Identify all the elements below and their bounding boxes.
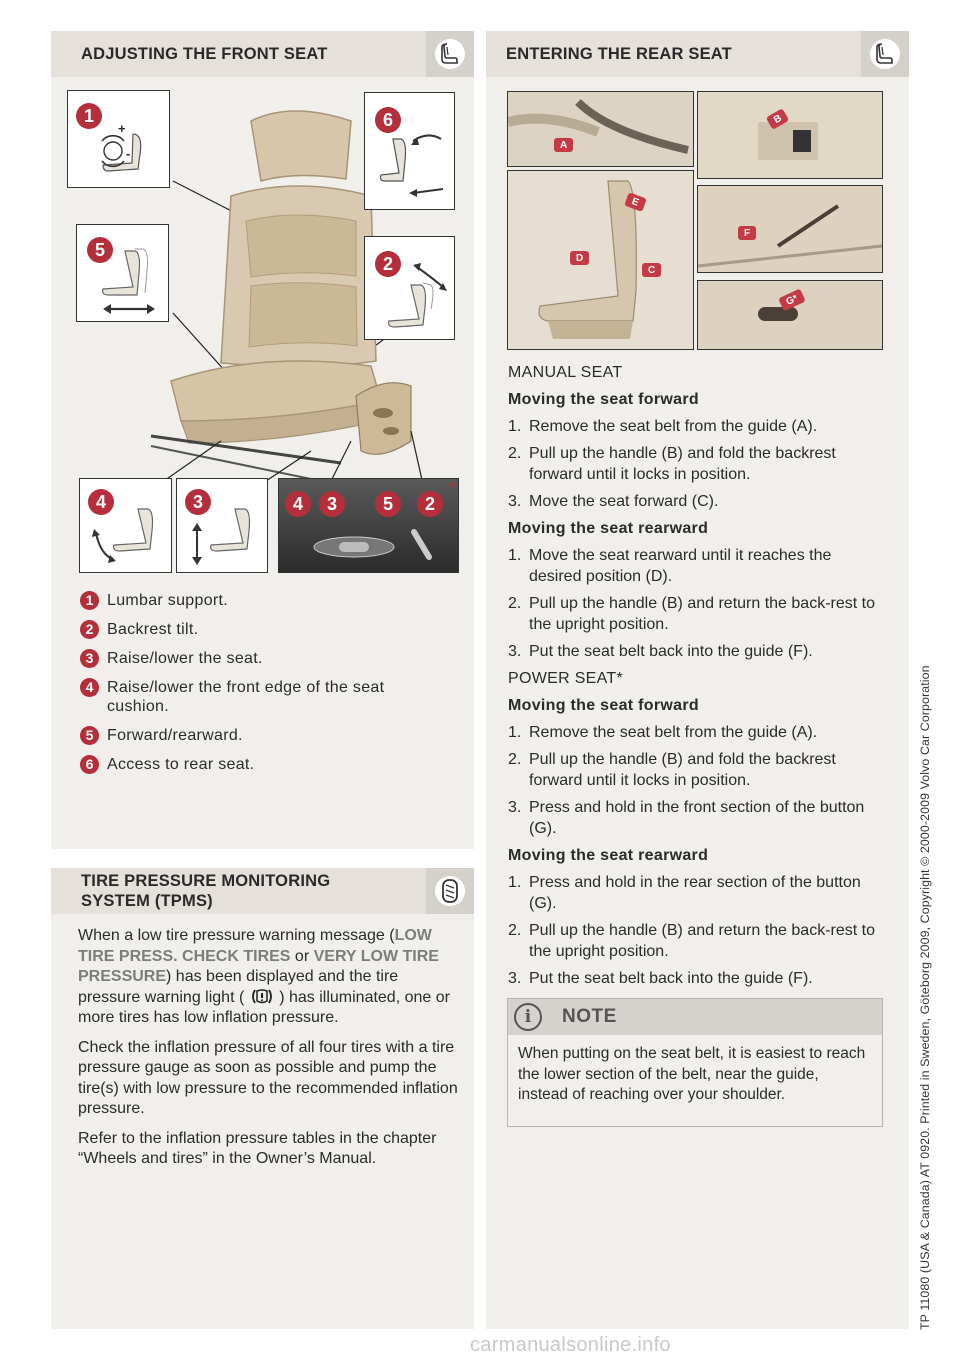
- step-number: 2.: [508, 595, 522, 612]
- rear-seat-header: [486, 31, 909, 77]
- step-text: Move the seat forward (C).: [529, 493, 719, 510]
- tpms-text: ) has been displayed and the tire pressure warning light (: [78, 968, 399, 1006]
- step-number: 3.: [508, 970, 522, 987]
- callout-4: 4: [88, 489, 114, 515]
- step-text: Put the seat belt back into the guide (F).: [529, 970, 813, 987]
- step-number: 1.: [508, 874, 522, 891]
- handle-drawing: [698, 92, 882, 178]
- seat-height-figure: [176, 478, 268, 573]
- step-text: Pull up the handle (B) and fold the backrest forward until it locks in position.: [529, 445, 836, 483]
- legend-num: 3: [80, 649, 99, 668]
- label-g: G*: [778, 289, 805, 312]
- backrest-tilt-figure: [364, 236, 455, 340]
- info-icon: i: [514, 1003, 542, 1031]
- tilt-icon: [371, 257, 451, 337]
- legend-item: [80, 678, 460, 716]
- warning-message-2: VERY LOW TIRE PRESSURE: [78, 947, 439, 985]
- step-number: 1.: [508, 547, 522, 564]
- tpms-body: [78, 926, 458, 1179]
- tpms-text: ) has illuminated, one or more tires has low inflation pressure.: [78, 988, 450, 1026]
- seat-side-drawing: [508, 171, 693, 349]
- warning-message-1: LOW TIRE PRESS. CHECK TIRES: [78, 927, 432, 965]
- photo-handle: [697, 91, 883, 179]
- photo-power-button: [697, 280, 883, 350]
- manual-rearward-heading: Moving the seat rearward: [508, 520, 709, 537]
- combo-callout-5: 5: [375, 491, 401, 517]
- step-number: 1.: [508, 724, 522, 741]
- rear-seat-title: ENTERING THE REAR SEAT: [506, 44, 732, 63]
- tpms-paragraph-3: Refer to the inflation pressure tables in the chapter “Wheels and tires” in the Owner’s Manual.: [78, 1129, 437, 1167]
- callout-5: 5: [87, 237, 113, 263]
- label-a: A: [554, 138, 573, 152]
- tire-icon-box: [426, 868, 474, 914]
- label-b: B: [766, 108, 790, 130]
- manual-forward-heading: Moving the seat forward: [508, 391, 699, 408]
- step-text: Press and hold in the rear section of the button (G).: [529, 874, 861, 912]
- note-label: NOTE: [562, 1006, 617, 1027]
- legend-text: Raise/lower the front edge of the seat cushion.: [107, 679, 385, 715]
- photo-seat-side: [507, 170, 694, 350]
- step: [508, 722, 886, 743]
- step-number: 3.: [508, 643, 522, 660]
- step: [508, 872, 886, 914]
- step-number: 2.: [508, 445, 522, 462]
- legend-text: Access to rear seat.: [107, 756, 255, 773]
- tpms-paragraph-2: Check the inflation pressure of all four tires with a tire pressure gauge as soon as possible and pump the tire(s) with low pressure to the recommended inflation pressure.: [78, 1038, 458, 1117]
- manual-forward-steps: [508, 416, 886, 512]
- power-switch-icon: [309, 527, 449, 567]
- seat-icon: [435, 39, 465, 69]
- step-text: Pull up the handle (B) and fold the backrest forward until it locks in position.: [529, 751, 836, 789]
- power-rearward-steps: [508, 872, 886, 989]
- cushion-tilt-icon: [86, 503, 171, 571]
- manual-seat-heading: MANUAL SEAT: [508, 364, 623, 381]
- step: [508, 797, 886, 839]
- label-e: E: [624, 192, 646, 212]
- legend-num: 1: [80, 591, 99, 610]
- legend-num: 4: [80, 678, 99, 697]
- step: [508, 641, 886, 662]
- note-text: When putting on the seat belt, it is easiest to reach the lower section of the belt, near the guide, instead of reaching over your shoulder.: [518, 1045, 866, 1103]
- legend-text: Forward/rearward.: [107, 727, 243, 744]
- front-seat-header: [51, 31, 474, 77]
- step: [508, 491, 886, 512]
- tpms-paragraph-1: [78, 926, 458, 1029]
- step-text: Remove the seat belt from the guide (A).: [529, 724, 818, 741]
- step-number: 2.: [508, 751, 522, 768]
- legend-item: [80, 620, 460, 639]
- photo-belt-back: [697, 185, 883, 273]
- copyright-side-text: TP 11080 (USA & Canada) AT 0920. Printed in Sweden, Göteborg 2009, Copyright © 2000-2009 Volvo Car Corporation: [918, 665, 932, 1330]
- legend-item: [80, 726, 460, 745]
- front-seat-title: ADJUSTING THE FRONT SEAT: [81, 44, 328, 63]
- seat-icon-box: [426, 31, 474, 77]
- photo-belt-guide: [507, 91, 694, 167]
- step: [508, 920, 886, 962]
- seat-icon: [870, 39, 900, 69]
- tpms-header: [51, 868, 474, 914]
- callout-3: 3: [185, 489, 211, 515]
- legend-text: Raise/lower the seat.: [107, 650, 263, 667]
- tpms-text: When a low tire pressure warning message (: [78, 927, 395, 944]
- cushion-tilt-figure: [79, 478, 172, 573]
- fore-aft-icon: [87, 245, 167, 320]
- legend-item: [80, 755, 460, 774]
- tire-icon: [435, 876, 465, 906]
- combo-callout-4: 4: [285, 491, 311, 517]
- callout-2: 2: [375, 251, 401, 277]
- callout-6: 6: [375, 107, 401, 133]
- combo-callout-2: 2: [417, 491, 443, 517]
- label-c: C: [642, 263, 661, 277]
- lumbar-figure: [67, 90, 170, 188]
- power-rearward-heading: Moving the seat rearward: [508, 847, 709, 864]
- step: [508, 416, 886, 437]
- power-seat-asterisk: *: [449, 479, 455, 495]
- tpms-title-line1: TIRE PRESSURE MONITORING: [81, 872, 331, 890]
- combo-callout-3: 3: [319, 491, 345, 517]
- fold-forward-icon: [373, 131, 451, 203]
- callout-1: 1: [76, 103, 102, 129]
- legend-text: Lumbar support.: [107, 592, 229, 609]
- manual-rearward-steps: [508, 545, 886, 662]
- legend-num: 6: [80, 755, 99, 774]
- legend-item: [80, 591, 460, 610]
- step-text: Press and hold in the front section of the button (G).: [529, 799, 865, 837]
- note-header: [508, 999, 882, 1035]
- plus-sign: +: [118, 121, 126, 136]
- power-button-drawing: [698, 281, 882, 349]
- legend-item: [80, 649, 460, 668]
- belt-guide-drawing: [508, 92, 693, 166]
- step: [508, 545, 886, 587]
- tpms-text: or: [290, 947, 314, 965]
- step-number: 3.: [508, 799, 522, 816]
- minus-sign: -: [126, 146, 131, 161]
- step: [508, 593, 886, 635]
- step-text: Pull up the handle (B) and return the back-rest to the upright position.: [529, 922, 875, 960]
- step: [508, 968, 886, 989]
- seat-icon-box: [861, 31, 909, 77]
- power-forward-heading: Moving the seat forward: [508, 697, 699, 714]
- power-seat-heading: POWER SEAT*: [508, 670, 624, 687]
- label-d: D: [570, 251, 589, 265]
- power-controls-figure: [278, 478, 459, 573]
- step-text: Move the seat rearward until it reaches the desired position (D).: [529, 547, 832, 585]
- rear-access-figure: [364, 92, 455, 210]
- watermark-text: carmanualsonline.info: [470, 1334, 671, 1356]
- legend-text: Backrest tilt.: [107, 621, 199, 638]
- step-text: Remove the seat belt from the guide (A).: [529, 418, 818, 435]
- legend-num: 2: [80, 620, 99, 639]
- step-number: 1.: [508, 418, 522, 435]
- fore-aft-figure: [76, 224, 169, 322]
- rear-seat-instructions: [508, 362, 886, 995]
- power-forward-steps: [508, 722, 886, 839]
- tpms-title-line2: SYSTEM (TPMS): [81, 892, 213, 910]
- step-number: 2.: [508, 922, 522, 939]
- belt-back-drawing: [698, 186, 882, 272]
- step-text: Pull up the handle (B) and return the back-rest to the upright position.: [529, 595, 875, 633]
- legend-num: 5: [80, 726, 99, 745]
- step: [508, 749, 886, 791]
- step: [508, 443, 886, 485]
- front-seat-panel: [51, 31, 474, 849]
- tpms-warning-light-icon: [249, 988, 275, 1005]
- front-seat-legend: [80, 591, 460, 784]
- step-number: 3.: [508, 493, 522, 510]
- note-box: [507, 998, 883, 1127]
- label-f: F: [738, 226, 756, 240]
- seat-height-icon: [183, 503, 268, 571]
- step-text: Put the seat belt back into the guide (F).: [529, 643, 813, 660]
